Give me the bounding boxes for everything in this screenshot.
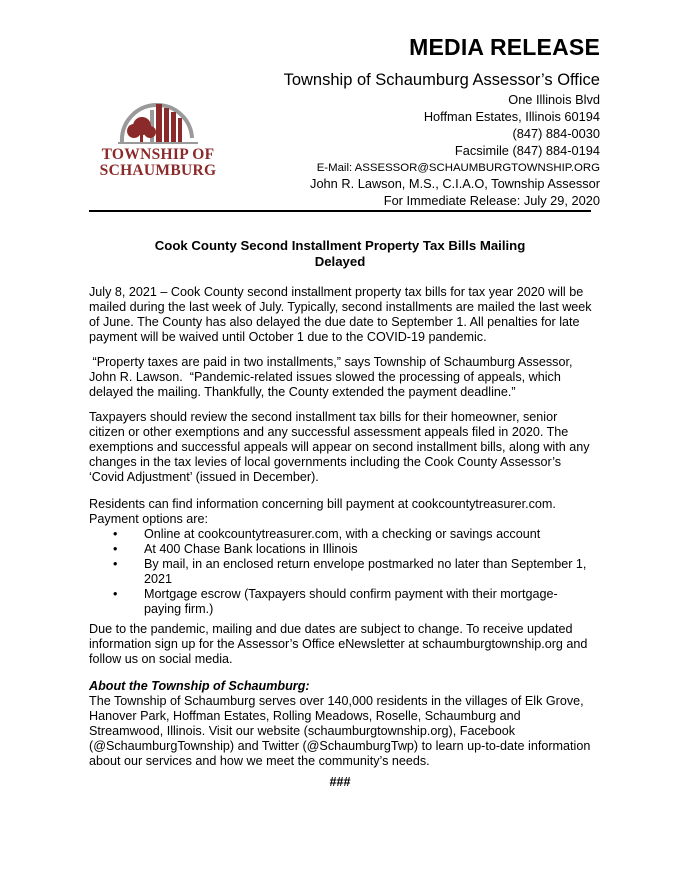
article-heading-line-1: Cook County Second Installment Property Tax Bills Mailing	[154, 238, 526, 253]
about-text: The Township of Schaumburg serves over 140,000 residents in the villages of Elk Grove, Hanover Park, Hoffman Estates, Rolling Meadows, Roselle, Schaumburg and Streamwood, Illinois. Visit our website (schaumburgtownship.org), Facebook (@SchaumburgTownship) and Twitter (@SchaumburgTwp) to learn up-to-date information about our services and how we meet the community’s needs.	[89, 694, 591, 768]
address-line-2: Hoffman Estates, Illinois 60194	[423, 109, 600, 124]
list-item-text: At 400 Chase Bank locations in Illinois	[144, 542, 358, 556]
about-section	[89, 679, 594, 769]
fax-number: Facsimile (847) 884-0194	[454, 143, 600, 158]
article-heading-line-2: Delayed	[314, 254, 366, 269]
list-item	[89, 557, 594, 587]
list-item	[89, 587, 594, 617]
end-mark: ###	[329, 775, 351, 789]
list-item-text: By mail, in an enclosed return envelope postmarked no later than September 1, 2021	[144, 557, 587, 586]
list-item	[89, 527, 594, 542]
address-line-1: One Illinois Blvd	[508, 92, 600, 107]
paragraph-changes: Due to the pandemic, mailing and due dates are subject to change. To receive updated information sign up for the Assessor’s Office eNewsletter at schaumburgtownship.org and follow us on social media.	[89, 622, 588, 666]
list-item	[89, 542, 594, 557]
bullet-icon: •	[113, 587, 118, 601]
article-heading	[110, 238, 570, 270]
office-name: Township of Schaumburg Assessor’s Office	[283, 71, 600, 89]
list-item-text: Online at cookcountytreasurer.com, with a checking or savings account	[144, 527, 541, 541]
logo-text-line-2: SCHAUMBURG	[99, 162, 217, 179]
phone-number: (847) 884-0030	[512, 126, 600, 141]
page-title: MEDIA RELEASE	[409, 34, 600, 60]
logo-text	[98, 147, 218, 179]
paragraph-quote: “Property taxes are paid in two installments,” says Township of Schaumburg Assessor, John R. Lawson. “Pandemic-related issues slowed the processing of appeals, which delayed the mailing. Thankfully, the County extended the payment deadline.”	[89, 355, 576, 399]
paragraph-intro: July 8, 2021 – Cook County second installment property tax bills for tax year 2020 will be mailed during the last week of July. Typically, second installments are mailed the last week of June. The County has also delayed the due date to September 1. All penalties for late payment will be waived until October 1 due to the COVID-19 pandemic.	[89, 285, 592, 344]
bullet-icon: •	[113, 557, 118, 571]
payment-options-list	[89, 527, 594, 617]
list-item-text: Mortgage escrow (Taxpayers should confirm payment with their mortgage-paying firm.)	[144, 587, 558, 616]
email-address: E-Mail: ASSESSOR@SCHAUMBURGTOWNSHIP.ORG	[316, 162, 600, 174]
paragraph-review: Taxpayers should review the second installment tax bills for their homeowner, senior citizen or other exemptions and any successful assessment appeals filed in 2020. The exemptions and successful appeals will appear on second installment bills, along with any changes in the tax levies of local governments including the Cook County Assessor’s ‘Covid Adjustment’ (issued in December).	[89, 410, 590, 484]
release-date: For Immediate Release: July 29, 2020	[383, 193, 600, 208]
bullet-icon: •	[113, 527, 118, 541]
bullet-icon: •	[113, 542, 118, 556]
paragraph-payment: Residents can find information concerning bill payment at cookcountytreasurer.com. Payment options are:	[89, 497, 556, 526]
logo-text-line-1: TOWNSHIP OF	[101, 146, 215, 163]
contact-name: John R. Lawson, M.S., C.I.A.O, Township Assessor	[310, 176, 600, 191]
about-heading: About the Township of Schaumburg:	[89, 679, 310, 693]
header-divider	[89, 210, 591, 212]
